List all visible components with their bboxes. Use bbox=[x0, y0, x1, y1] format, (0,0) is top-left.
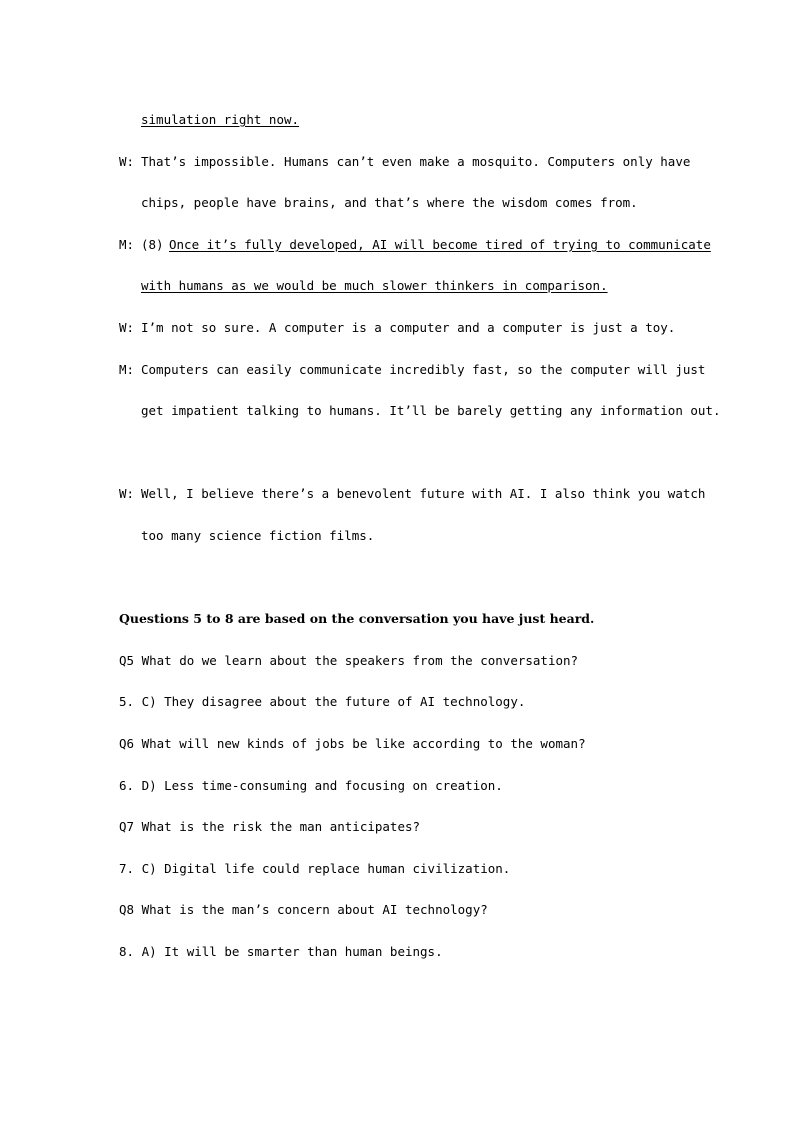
speaker-w: W: bbox=[119, 320, 135, 335]
dialogue-line: I’m not so sure. A computer is a computer and a computer is just a toy. bbox=[141, 320, 676, 335]
dialogue-line-underlined: with humans as we would be much slower thinkers in comparison. bbox=[141, 278, 608, 293]
question-5: Q5 What do we learn about the speakers from the conversation? bbox=[119, 653, 579, 668]
answer-6: 6. D) Less time-consuming and focusing on creation. bbox=[119, 778, 503, 793]
dialogue-line: Computers can easily communicate incredibly fast, so the computer will just bbox=[141, 362, 706, 377]
dialogue-line-underlined: Once it’s fully developed, AI will become tired of trying to communicate bbox=[169, 237, 711, 252]
question-7: Q7 What is the risk the man anticipates? bbox=[119, 819, 421, 834]
question-8: Q8 What is the man’s concern about AI technology? bbox=[119, 902, 488, 917]
dialogue-continuation-underlined: simulation right now. bbox=[141, 112, 300, 127]
speaker-m: M: bbox=[119, 362, 135, 377]
question-6: Q6 What will new kinds of jobs be like according to the woman? bbox=[119, 736, 586, 751]
questions-heading: Questions 5 to 8 are based on the conversation you have just heard. bbox=[119, 611, 595, 626]
answer-7: 7. C) Digital life could replace human civilization. bbox=[119, 861, 511, 876]
speaker-m: M: bbox=[119, 237, 135, 252]
answer-marker: (8) bbox=[141, 237, 164, 252]
speaker-w: W: bbox=[119, 154, 135, 169]
dialogue-line: That’s impossible. Humans can’t even make a mosquito. Computers only have bbox=[141, 154, 691, 169]
speaker-w: W: bbox=[119, 486, 135, 501]
dialogue-line: Well, I believe there’s a benevolent future with AI. I also think you watch bbox=[141, 486, 706, 501]
dialogue-line: get impatient talking to humans. It’ll be barely getting any information out. bbox=[141, 403, 721, 418]
answer-5: 5. C) They disagree about the future of AI technology. bbox=[119, 694, 526, 709]
dialogue-line: too many science fiction films. bbox=[141, 528, 375, 543]
answer-8: 8. A) It will be smarter than human beings. bbox=[119, 944, 443, 959]
dialogue-line: chips, people have brains, and that’s where the wisdom comes from. bbox=[141, 195, 638, 210]
